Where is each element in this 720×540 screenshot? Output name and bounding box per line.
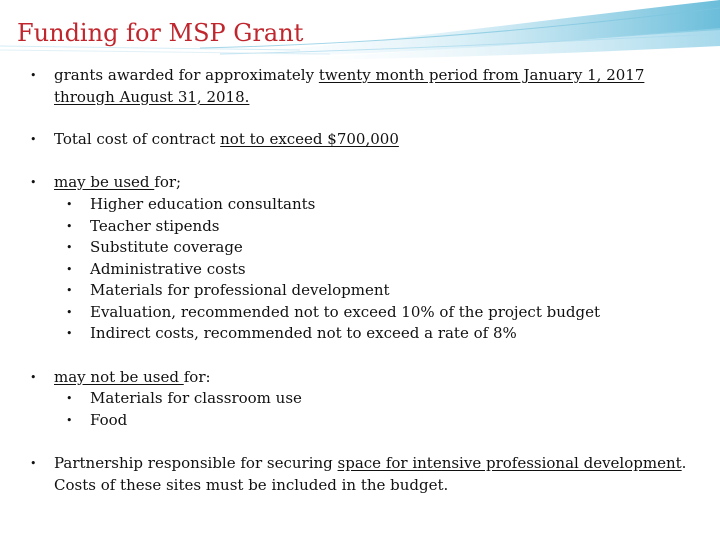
sub-item: • Teacher stipends	[66, 216, 686, 238]
sub-item: • Evaluation, recommended not to exceed 10% of the project budget	[66, 302, 686, 324]
sub-item: • Higher education consultants	[66, 194, 686, 216]
bullet-text: grants awarded for approximately	[54, 66, 319, 84]
bullet-partnership-space	[30, 453, 690, 496]
bullet-marker: •	[66, 262, 73, 276]
slide-title: Funding for MSP Grant	[17, 19, 304, 47]
bullet-marker: •	[30, 69, 37, 82]
bullet-text: for;	[154, 173, 182, 191]
bullet-may-not-be-used	[30, 367, 690, 389]
bullet-marker: •	[30, 371, 37, 384]
bullet-marker: •	[66, 219, 73, 233]
bullet-marker: •	[66, 284, 73, 297]
bullet-grant-period	[30, 65, 690, 108]
bullet-text: . Costs of these sites must be included in the budget.	[54, 454, 687, 494]
bullet-marker: •	[66, 327, 73, 340]
bullet-marker: •	[66, 413, 73, 427]
bullet-marker: •	[30, 457, 37, 470]
bullet-marker: •	[66, 198, 73, 211]
bullet-text: for:	[183, 368, 211, 386]
sub-item: • Substitute coverage	[66, 237, 686, 259]
bullet-total-cost	[30, 129, 690, 151]
bullet-may-be-used	[30, 172, 690, 194]
bullet-underlined-text: not to exceed $700,000	[220, 130, 399, 148]
sub-item: • Food	[66, 410, 686, 432]
sub-item: • Indirect costs, recommended not to exceed a rate of 8%	[66, 323, 686, 345]
sub-item: • Administrative costs	[66, 259, 686, 281]
bullet-text: Partnership responsible for securing	[54, 454, 338, 472]
sub-item: • Materials for classroom use	[66, 388, 686, 410]
bullet-text: Total cost of contract	[54, 130, 221, 148]
bullet-marker: •	[66, 392, 73, 405]
bullet-marker: •	[66, 241, 73, 254]
bullet-marker: •	[66, 305, 73, 319]
bullet-underlined-text: twenty month period from January 1, 2017 through August 31, 2018.	[54, 66, 645, 106]
bullet-underlined-text: may be used	[54, 173, 155, 191]
bullet-marker: •	[30, 133, 37, 146]
sub-item: • Materials for professional development	[66, 280, 686, 302]
bullet-marker: •	[30, 176, 37, 189]
bullet-underlined-text: space for intensive professional development	[337, 454, 682, 472]
bullet-underlined-text: may not be used	[54, 368, 184, 386]
